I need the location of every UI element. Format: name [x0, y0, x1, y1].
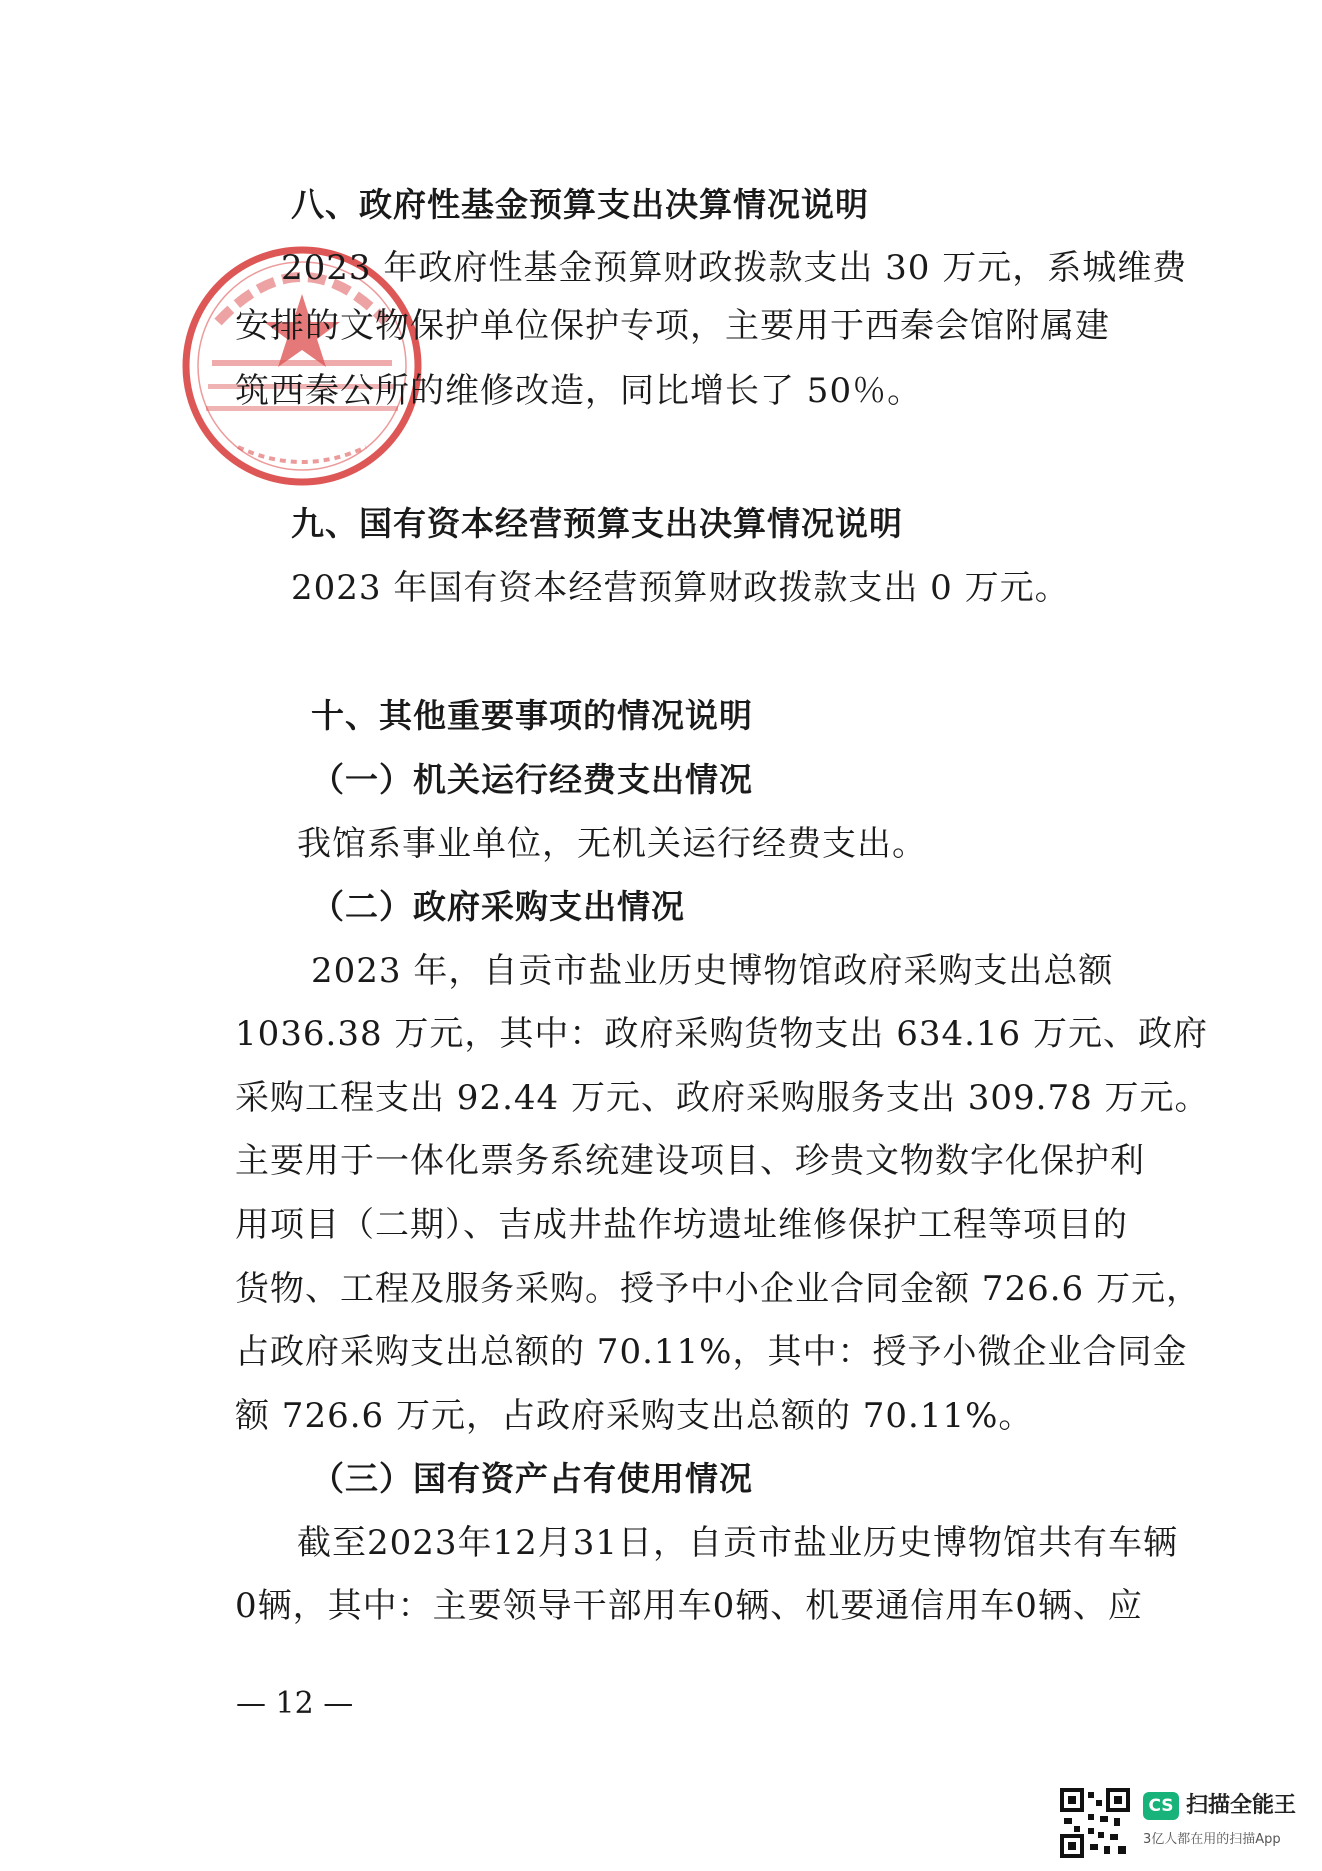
subsection-2-line-3: 采购工程支出 92.44 万元、政府采购服务支出 309.78 万元。 [235, 1078, 1210, 1118]
subsection-2-line-8: 额 726.6 万元，占政府采购支出总额的 70.11%。 [235, 1396, 1034, 1436]
page-number: — 12 — [236, 1686, 354, 1721]
section-9-heading: 九、国有资本经营预算支出决算情况说明 [291, 504, 903, 543]
subsection-2-heading: （二）政府采购支出情况 [311, 887, 685, 926]
subsection-1-line: 我馆系事业单位，无机关运行经费支出。 [297, 824, 927, 864]
subsection-2-line-5: 用项目（二期）、吉成井盐作坊遗址维修保护工程等项目的 [235, 1205, 1128, 1245]
subsection-3-line-1: 截至2023年12月31日，自贡市盐业历史博物馆共有车辆 [297, 1523, 1179, 1563]
subsection-2-line-1: 2023 年，自贡市盐业历史博物馆政府采购支出总额 [311, 951, 1114, 991]
scanner-app-slogan: 3亿人都在用的扫描App [1143, 1832, 1281, 1847]
subsection-3-line-2: 0辆，其中：主要领导干部用车0辆、机要通信用车0辆、应 [235, 1586, 1143, 1626]
subsection-2-line-7: 占政府采购支出总额的 70.11%，其中：授予小微企业合同金 [235, 1332, 1188, 1372]
section-8-heading: 八、政府性基金预算支出决算情况说明 [291, 185, 869, 224]
qr-code-icon [1060, 1788, 1130, 1858]
section-8-line-2: 安排的文物保护单位保护专项，主要用于西秦会馆附属建 [235, 306, 1110, 346]
subsection-3-heading: （三）国有资产占有使用情况 [311, 1459, 753, 1498]
section-9-line: 2023 年国有资本经营预算财政拨款支出 0 万元。 [291, 568, 1070, 608]
section-10-heading: 十、其他重要事项的情况说明 [311, 696, 753, 735]
section-8-line-3: 筑西秦公所的维修改造，同比增长了 50％。 [235, 371, 923, 411]
subsection-2-line-6: 货物、工程及服务采购。授予中小企业合同金额 726.6 万元， [235, 1269, 1201, 1309]
section-8-line-1: 2023 年政府性基金预算财政拨款支出 30 万元，系城维费 [281, 248, 1188, 288]
subsection-2-line-2: 1036.38 万元，其中：政府采购货物支出 634.16 万元、政府 [235, 1014, 1208, 1054]
subsection-1-heading: （一）机关运行经费支出情况 [311, 760, 753, 799]
camscanner-logo-icon: CS [1143, 1792, 1179, 1820]
subsection-2-line-4: 主要用于一体化票务系统建设项目、珍贵文物数字化保护利 [235, 1141, 1145, 1181]
scanner-app-name: 扫描全能王 [1186, 1793, 1297, 1818]
